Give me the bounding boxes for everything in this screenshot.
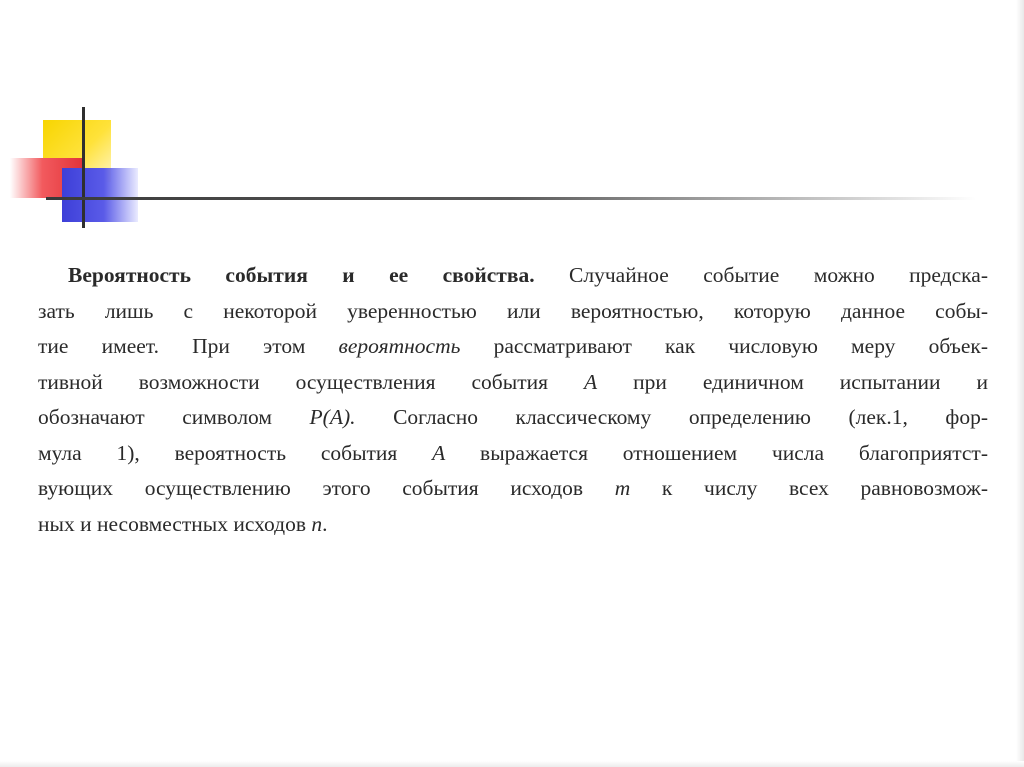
emphasis-term: вероятность [338, 334, 461, 358]
yellow-square-decoration [43, 120, 111, 182]
vertical-rule [82, 107, 85, 228]
math-symbol: A [432, 440, 446, 465]
slide-edge-bottom [0, 761, 1024, 767]
paragraph-line: зать лишь с некоторой уверенностью или вероятностью, которую данное собы- [38, 298, 988, 323]
paragraph-line: Вероятность события и ее свойства. Случайное событие можно предска- [68, 263, 988, 287]
body-paragraph [38, 258, 988, 542]
math-symbol: A [583, 369, 598, 394]
paragraph-line: мула 1), вероятность события A выражается отношением числа благоприятст- [38, 440, 988, 465]
paragraph-line: обозначают символом P(A). Согласно классическому определению (лек.1, фор- [38, 405, 988, 429]
paragraph-line: вующих осуществлению этого события исходов m к числу всех равновозмож- [38, 476, 988, 500]
math-symbol: n [311, 511, 323, 536]
paragraph-line: тие имеет. При этом вероятность рассматривают как числовую меру объек- [38, 334, 988, 358]
blue-square-decoration [62, 168, 138, 222]
red-rectangle-decoration [10, 158, 82, 198]
math-symbol: P(A). [309, 405, 356, 429]
horizontal-rule [46, 197, 976, 200]
paragraph-line: тивной возможности осуществления события A при единичном испытании и [38, 369, 988, 394]
section-heading: Вероятность события и ее свойства. [68, 263, 535, 287]
slide-edge-right [1016, 0, 1024, 767]
paragraph-line: ных и несовместных исходов n. [38, 511, 328, 536]
math-symbol: m [614, 476, 631, 500]
